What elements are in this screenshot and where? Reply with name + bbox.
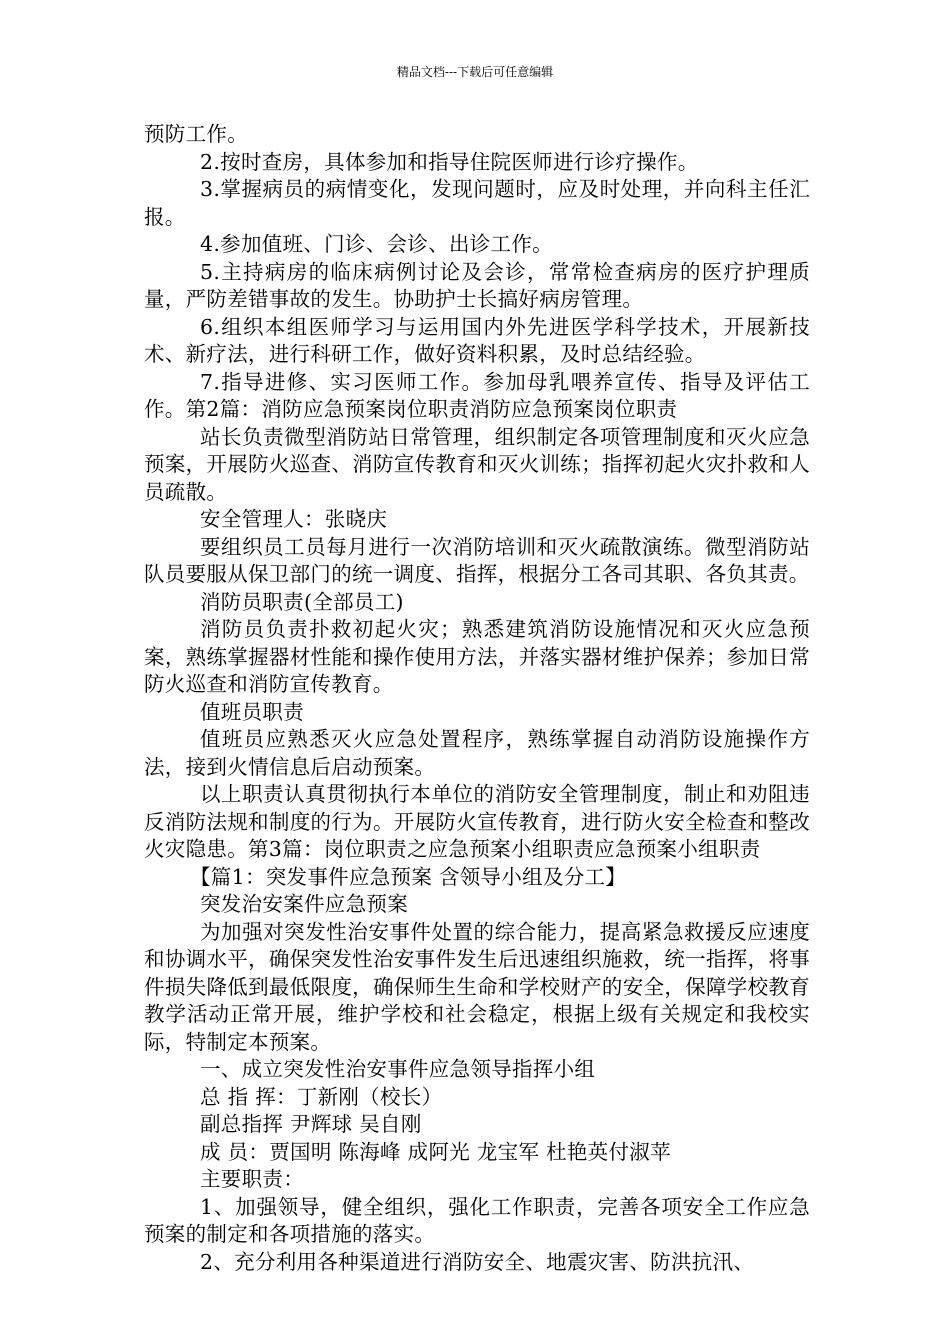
- paragraph: 成 员：贾国明 陈海峰 成阿光 龙宝军 杜艳英付淑苹: [200, 1139, 671, 1164]
- paragraph: 消防员职责(全部员工): [200, 589, 404, 614]
- paragraph: 副总指挥 尹辉球 吴自刚: [200, 1112, 422, 1136]
- document-body: [144, 121, 810, 1276]
- page-header: 精品文档---下载后可任意编辑: [396, 65, 554, 79]
- paragraph: 6.组织本组医师学习与运用国内外先进医学科学技术，开展新技术、新疗法，进行科研工作，做好资料积累，及时总结经验。: [144, 314, 810, 366]
- paragraph: 站长负责微型消防站日常管理，组织制定各项管理制度和灭火应急预案，开展防火巡查、消防宣传教育和灭火训练；指挥初起火灾扑救和人员疏散。: [144, 424, 810, 504]
- paragraph: 值班员应熟悉灭火应急处置程序，熟练掌握自动消防设施操作方法，接到火情信息后启动预案。: [144, 727, 810, 779]
- paragraph: 3.掌握病员的病情变化，发现问题时，应及时处理，并向科主任汇报。: [144, 177, 810, 229]
- paragraph: 突发治安案件应急预案: [200, 892, 408, 916]
- paragraph: 2、充分利用各种渠道进行消防安全、地震灾害、防洪抗汛、: [200, 1249, 755, 1274]
- paragraph: 7.指导进修、实习医师工作。参加母乳喂养宣传、指导及评估工作。第2篇：消防应急预案岗位职责消防应急预案岗位职责: [144, 369, 810, 421]
- paragraph: 1、加强领导，健全组织，强化工作职责，完善各项安全工作应急预案的制定和各项措施的落实。: [144, 1194, 810, 1246]
- paragraph: 5.主持病房的临床病例讨论及会诊，常常检查病房的医疗护理质量，严防差错事故的发生。协助护士长搞好病房管理。: [144, 259, 810, 311]
- paragraph: 值班员职责: [200, 699, 304, 724]
- paragraph: 2.按时查房，具体参加和指导住院医师进行诊疗操作。: [200, 149, 699, 174]
- paragraph: 要组织员工员每月进行一次消防培训和灭火疏散演练。微型消防站队员要服从保卫部门的统一调度、指挥，根据分工各司其职、各负其责。: [144, 534, 810, 586]
- paragraph: 为加强对突发性治安事件处置的综合能力，提高紧急救援反应速度和协调水平，确保突发性治安事件发生后迅速组织施救，统一指挥，将事件损失降低到最低限度，确保师生生命和学校财产的安全，保障学校教育教学活动正常开展，维护学校和社会稳定，根据上级有关规定和我校实际，特制定本预案。: [144, 919, 810, 1054]
- paragraph: 主要职责：: [200, 1167, 304, 1191]
- paragraph: 消防员负责扑救初起火灾；熟悉建筑消防设施情况和灭火应急预案，熟练掌握器材性能和操作使用方法，并落实器材维护保养；参加日常防火巡查和消防宣传教育。: [144, 617, 810, 696]
- paragraph: 预防工作。: [144, 122, 248, 146]
- paragraph: 4.参加值班、门诊、会诊、出诊工作。: [200, 232, 553, 256]
- paragraph: 一、成立突发性治安事件应急领导指挥小组: [200, 1057, 596, 1081]
- paragraph: 安全管理人：张晓庆: [200, 507, 388, 531]
- paragraph: 总 指 挥：丁新刚（校长）: [200, 1084, 443, 1109]
- paragraph: 以上职责认真贯彻执行本单位的消防安全管理制度，制止和劝阻违反消防法规和制度的行为。开展防火宣传教育，进行防火安全检查和整改火灾隐患。第3篇：岗位职责之应急预案小组职责应急预案小组职责: [144, 782, 810, 861]
- section-heading: 【篇1：突发事件应急预案 含领导小组及分工】: [190, 864, 627, 889]
